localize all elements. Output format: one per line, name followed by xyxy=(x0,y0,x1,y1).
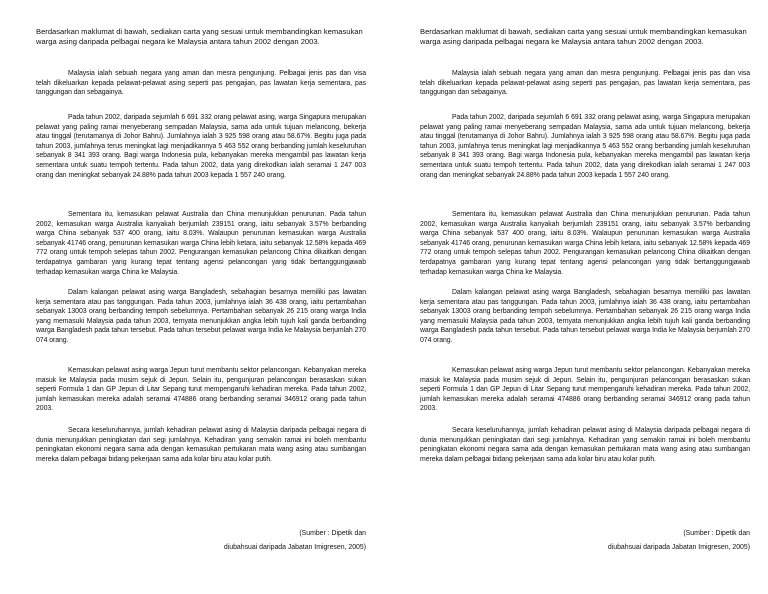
source-line-1: (Sumber : Dipetik dan xyxy=(683,530,750,537)
paragraph-6: Secara keseluruhannya, jumlah kehadiran pelawat asing di Malaysia daripada pelbagai negara di dunia menunjukkan peningkatan dari segi jumlahnya. Kehadiran yang semakin ramai ini boleh membantu peningkatan ekonomi negara sama ada dengan kemasukan pertukaran mata wang asing atau sumbangan mereka dalam pelbagai bidang pekerjaan sama ada kolar biru atau kolar putih. xyxy=(420,427,750,463)
source-line-2: diubahsuai daripada Jabatan Imigresen, 2005) xyxy=(607,544,750,551)
paragraph-1: Malaysia ialah sebuah negara yang aman dan mesra pengunjung. Pelbagai jenis pas dan visa telah dikeluarkan kepada pelawat-pelawat asing seperti pas pengajian, pas lawatan kerja sementara, pas tanggungan dan sebagainya. xyxy=(420,70,750,97)
paragraph-3: Sementara itu, kemasukan pelawat Australia dan China menunjukkan penurunan. Pada tahun 2002, kemasukan warga Australia kanyakah berjumlah 239151 orang, iaitu sebanyak 3.57% berbanding warga China sebanyak 537 400 orang, iaitu 8.03%. Walaupun penurunan kemasukan warga Australia sebanyak 41746 orang, penurunan kemasukan warga China lebih ketara, iaitu sebanyak 12.58% kepada 469 772 orang untuk tempoh selepas tahun 2002. Pengurangan kemasukan pelancong China dikaitkan dengan terdapatnya gambaran yang kurang tepat tentang agensi pelancongan yang tidak bertanggungjawab terhadap kemasukan warga China ke Malaysia. xyxy=(36,211,366,276)
source-line-2: diubahsuai daripada Jabatan Imigresen, 2005) xyxy=(223,544,366,551)
paragraph-3: Sementara itu, kemasukan pelawat Australia dan China menunjukkan penurunan. Pada tahun 2002, kemasukan warga Australia kanyakah berjumlah 239151 orang, iaitu sebanyak 3.57% berbanding warga China sebanyak 537 400 orang, iaitu 8.03%. Walaupun penurunan kemasukan warga Australia sebanyak 41746 orang, penurunan kemasukan warga China lebih ketara, iaitu sebanyak 12.58% kepada 469 772 orang untuk tempoh selepas tahun 2002. Pengurangan kemasukan pelancong China dikaitkan dengan terdapatnya gambaran yang kurang tepat tentang agensi pelancongan yang tidak bertanggungjawab terhadap kemasukan warga China ke Malaysia. xyxy=(420,211,750,276)
intro-text: Berdasarkan maklumat di bawah, sediakan carta yang sesuai untuk membandingkan kemasukan warga asing daripada pelbagai negara ke Malaysia antara tahun 2002 dengan 2003. xyxy=(420,27,747,46)
paragraph-5: Kemasukan pelawat asing warga Jepun turut membantu sektor pelancongan. Kebanyakan mereka masuk ke Malaysia pada musim sejuk di Jepun. Selain itu, pengunjuran pelancongan berasaskan sukan seperti Formula 1 dan GP Jepun di Litar Sepang turut mempengaruhi kehadiran mereka. Pada tahun 2002, jumlah kemasukan mereka adalah seramai 474886 orang berbanding seramai 346912 orang pada tahun 2003. xyxy=(420,367,750,413)
paragraph-2: Pada tahun 2002, daripada sejumlah 6 691 332 orang pelawat asing, warga Singapura merupakan pelawat yang paling ramai menyeberang sempadan Malaysia, sama ada untuk tujuan melancong, bekerja atau tinggal (terutamanya di Johor Bahru). Jumlahnya ialah 3 925 598 orang atau 58.67%. Begitu juga pada tahun 2003, jumlahnya terus meningkat lagi menjadikannya 5 463 552 orang berbanding jumlah keseluruhan sebanyak 8 341 393 orang. Bagi warga Indonesia pula, kebanyakan mereka mengambil pas lawatan kerja sementara untuk suatu tempoh tertentu. Pada tahun 2002, data yang direkodkan ialah seramai 1 247 003 orang dan meningkat sebanyak 24.88% pada tahun 2003 kepada 1 557 240 orang. xyxy=(420,114,750,179)
paragraph-1: Malaysia ialah sebuah negara yang aman dan mesra pengunjung. Pelbagai jenis pas dan visa telah dikeluarkan kepada pelawat-pelawat asing seperti pas pengajian, pas lawatan kerja sementara, pas tanggungan dan sebagainya. xyxy=(36,70,366,97)
right-page xyxy=(384,0,768,594)
paragraph-5: Kemasukan pelawat asing warga Jepun turut membantu sektor pelancongan. Kebanyakan mereka masuk ke Malaysia pada musim sejuk di Jepun. Selain itu, pengunjuran pelancongan berasaskan sukan seperti Formula 1 dan GP Jepun di Litar Sepang turut mempengaruhi kehadiran mereka. Pada tahun 2002, jumlah kemasukan mereka adalah seramai 474886 orang berbanding seramai 346912 orang pada tahun 2003. xyxy=(36,367,366,413)
intro-text: Berdasarkan maklumat di bawah, sediakan carta yang sesuai untuk membandingkan kemasukan warga asing daripada pelbagai negara ke Malaysia antara tahun 2002 dengan 2003. xyxy=(36,27,363,46)
source-line-1: (Sumber : Dipetik dan xyxy=(299,530,366,537)
paragraph-4: Dalam kalangan pelawat asing warga Bangladesh, sebahagian besarnya memiliki pas lawatan kerja sementara atau pas tanggungan. Pada tahun 2003, jumlahnya ialah 36 438 orang, iaitu pertambahan sebanyak 13003 orang berbanding tempoh sebelumnya. Pertambahan sebanyak 26 215 orang warga India yang memasuki Malaysia pada tahun 2003, ternyata menunjukkan angka lebih tujuh kali ganda berbanding warga Bangladesh pada tahun tersebut. Pada tahun tersebut pelawat warga India ke Malaysia berjumlah 270 074 orang. xyxy=(36,289,366,344)
paragraph-4: Dalam kalangan pelawat asing warga Bangladesh, sebahagian besarnya memiliki pas lawatan kerja sementara atau pas tanggungan. Pada tahun 2003, jumlahnya ialah 36 438 orang, iaitu pertambahan sebanyak 13003 orang berbanding tempoh sebelumnya. Pertambahan sebanyak 26 215 orang warga India yang memasuki Malaysia pada tahun 2003, ternyata menunjukkan angka lebih tujuh kali ganda berbanding warga Bangladesh pada tahun tersebut. Pada tahun tersebut pelawat warga India ke Malaysia berjumlah 270 074 orang. xyxy=(420,289,750,344)
paragraph-2: Pada tahun 2002, daripada sejumlah 6 691 332 orang pelawat asing, warga Singapura merupakan pelawat yang paling ramai menyeberang sempadan Malaysia, sama ada untuk tujuan melancong, bekerja atau tinggal (terutamanya di Johor Bahru). Jumlahnya ialah 3 925 598 orang atau 58.67%. Begitu juga pada tahun 2003, jumlahnya terus meningkat lagi menjadikannya 5 463 552 orang berbanding jumlah keseluruhan sebanyak 8 341 393 orang. Bagi warga Indonesia pula, kebanyakan mereka mengambil pas lawatan kerja sementara untuk suatu tempoh tertentu. Pada tahun 2002, data yang direkodkan ialah seramai 1 247 003 orang dan meningkat sebanyak 24.88% pada tahun 2003 kepada 1 557 240 orang. xyxy=(36,114,366,179)
paragraph-6: Secara keseluruhannya, jumlah kehadiran pelawat asing di Malaysia daripada pelbagai negara di dunia menunjukkan peningkatan dari segi jumlahnya. Kehadiran yang semakin ramai ini boleh membantu peningkatan ekonomi negara sama ada dengan kemasukan pertukaran mata wang asing atau sumbangan mereka dalam pelbagai bidang pekerjaan sama ada kolar biru atau kolar putih. xyxy=(36,427,366,463)
